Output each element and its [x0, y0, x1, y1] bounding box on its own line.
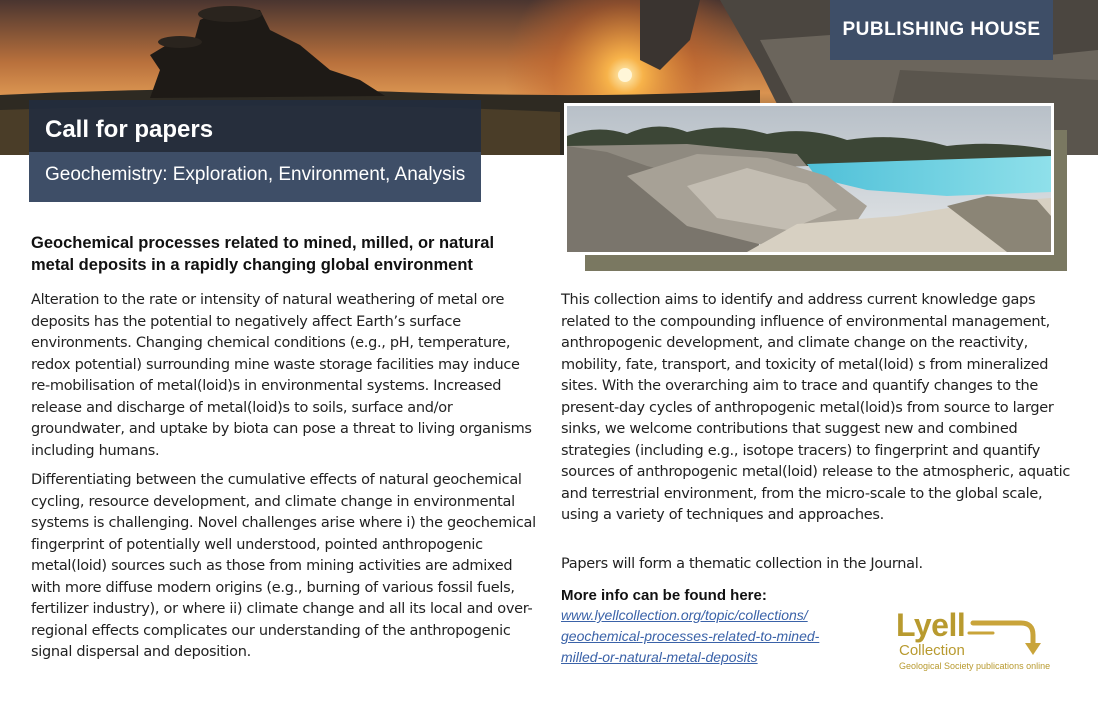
- logo-name: Lyell: [896, 607, 966, 643]
- publisher-badge: PUBLISHING HOUSE: [830, 0, 1053, 60]
- article-heading: [31, 232, 521, 276]
- quarry-lake-image: [567, 106, 1051, 252]
- more-info-label: More info can be found here:: [561, 587, 767, 604]
- arrow-icon: [953, 609, 1053, 659]
- quarry-photo: [564, 103, 1054, 255]
- collection-link-line3[interactable]: milled-or-natural-metal-deposits: [561, 649, 758, 665]
- article-heading-line1: Geochemical processes related to mined, milled, or natural: [31, 234, 495, 252]
- journal-subtitle: Geochemistry: Exploration, Environment, Analysis: [29, 152, 481, 202]
- lyell-collection-logo: [893, 607, 1073, 677]
- page-title: Call for papers: [29, 100, 481, 152]
- collection-link-line2[interactable]: geochemical-processes-related-to-mined-: [561, 628, 820, 644]
- logo-word-collection: Collection: [899, 642, 965, 659]
- logo-tagline: Geological Society publications online: [899, 661, 1051, 671]
- paragraph-intro: Alteration to the rate or intensity of natural weathering of metal ore deposits has the potential to negatively affect Earth’s surface environments. Changing chemical conditions (e.g., pH, temperature, redox potential) surrounding mine waste storage facilities may induce re-mobilisation of metal(loid)s in environmental systems. Increased release and discharge of metal(loid)s to soils, surface and/or groundwater, and uptake by biota can pose a threat to living organisms including humans.: [31, 292, 532, 459]
- article-heading-line2: metal deposits in a rapidly changing global environment: [31, 256, 473, 274]
- paragraph-aims: This collection aims to identify and address current knowledge gaps related to the compounding influence of environmental management, anthropogenic development, and climate change on the reactivity, mobility, fate, transport, and toxicity of metal(loid) s from mineralized sites. With the overarching aim to trace and quantify changes to the present-day cycles of anthropogenic metal(loid)s from source to larger sinks, we welcome contributions that suggest new and combined strategies (including e.g., isotope tracers) to fingerprint and quantify sources of anthropogenic metal(loid) release to the atmospheric, aquatic and terrestrial environment, from the micro-scale to the global scale, using a variety of techniques and approaches.: [561, 292, 1070, 523]
- collection-link-line1[interactable]: www.lyellcollection.org/topic/collections/: [561, 607, 808, 623]
- paragraph-collection-note: Papers will form a thematic collection in the Journal.: [561, 556, 923, 572]
- paragraph-challenges: Differentiating between the cumulative effects of natural geochemical cycling, resource development, and climate change in environmental systems is challenging. Novel challenges arise where i) the geochemical fingerprint of potentially well understood, pointed anthropogenic metal(loid) sources such as those from mining activities are admixed with more diffuse modern origins (e.g., burning of various fossil fuels, fertilizer industry), or where ii) climate change and all its local and over-regional effects complicates our understanding of the anthropogenic signal dispersal and deposition.: [31, 472, 536, 660]
